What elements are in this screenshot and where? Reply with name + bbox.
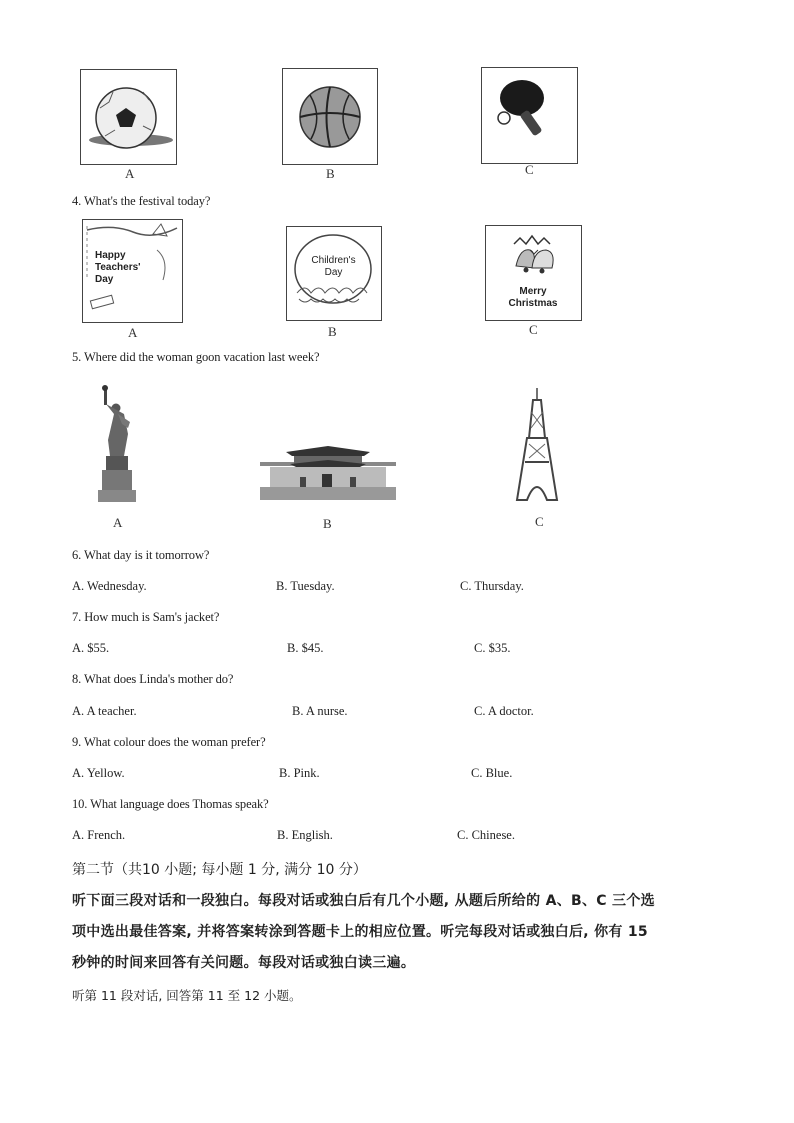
card-a-line-2: Teachers': [95, 262, 141, 273]
q4-label-b: B: [328, 324, 337, 339]
q10-option-c: C. Chinese.: [457, 828, 515, 842]
q4-label-a: A: [128, 325, 138, 340]
q3-label-c: C: [525, 162, 534, 177]
card-b-line-1: Children's: [311, 255, 356, 266]
q8-option-c: C. A doctor.: [474, 704, 534, 718]
q5-label-b: B: [323, 516, 332, 531]
q6-option-c: C. Thursday.: [460, 579, 524, 593]
q10-question: 10. What language does Thomas speak?: [72, 797, 269, 811]
q5-label-c: C: [535, 514, 544, 529]
q6-question: 6. What day is it tomorrow?: [72, 548, 210, 562]
q9-option-c: C. Blue.: [471, 766, 513, 780]
card-b-line-2: Day: [324, 267, 343, 278]
section2-instruction-line-1: 听下面三段对话和一段独白。每段对话或独白后有几个小题, 从题后所给的 A、B、C 三个选: [72, 893, 655, 909]
q3-picture-b: [282, 68, 378, 165]
q4-card-a: [82, 219, 183, 323]
section2-sub-instruction: 听第 11 段对话, 回答第 11 至 12 小题。: [72, 988, 302, 1003]
q4-card-c: [485, 225, 582, 321]
q8-option-a: A. A teacher.: [72, 704, 137, 718]
section2-instruction-line-2: 项中选出最佳答案, 并将答案转涂到答题卡上的相应位置。听完每段对话或独白后, 你有 15: [72, 924, 648, 940]
q10-option-b: B. English.: [277, 828, 333, 842]
q6-option-b: B. Tuesday.: [276, 579, 335, 593]
q5-question: 5. Where did the woman goon vacation last week?: [72, 350, 320, 364]
section2-heading: 第二节（共10 小题; 每小题 1 分, 满分 10 分）: [72, 862, 367, 878]
card-a-line-1: Happy: [95, 250, 126, 261]
q7-option-b: B. $45.: [287, 641, 324, 655]
q7-question: 7. How much is Sam's jacket?: [72, 610, 220, 624]
q8-question: 8. What does Linda's mother do?: [72, 672, 234, 686]
table-tennis-paddle-icon: [482, 68, 576, 162]
q3-picture-c: [481, 67, 578, 164]
q3-picture-a: [80, 69, 177, 165]
q4-question: 4. What's the festival today?: [72, 194, 211, 208]
card-c-line-2: Christmas: [508, 298, 558, 309]
q9-option-a: A. Yellow.: [72, 766, 125, 780]
q4-card-b: [286, 226, 382, 321]
q7-option-c: C. $35.: [474, 641, 511, 655]
q4-label-c: C: [529, 322, 538, 337]
eiffel-tower-image: [511, 388, 563, 502]
q8-option-b: B. A nurse.: [292, 704, 348, 718]
section2-instruction-line-3: 秒钟的时间来回答有关问题。每段对话或独白读三遍。: [72, 955, 416, 971]
q6-option-a: A. Wednesday.: [72, 579, 147, 593]
basketball-icon: [283, 69, 376, 163]
statue-of-liberty-image: [94, 384, 140, 504]
football-icon: [81, 70, 175, 163]
q3-label-b: B: [326, 166, 335, 181]
q5-label-a: A: [113, 515, 123, 530]
q9-question: 9. What colour does the woman prefer?: [72, 735, 266, 749]
card-c-line-1: Merry: [519, 286, 547, 297]
q7-option-a: A. $55.: [72, 641, 110, 655]
card-a-line-3: Day: [95, 274, 114, 285]
q3-label-a: A: [125, 166, 135, 181]
tiananmen-image: [260, 444, 396, 502]
q10-option-a: A. French.: [72, 828, 126, 842]
q9-option-b: B. Pink.: [279, 766, 320, 780]
